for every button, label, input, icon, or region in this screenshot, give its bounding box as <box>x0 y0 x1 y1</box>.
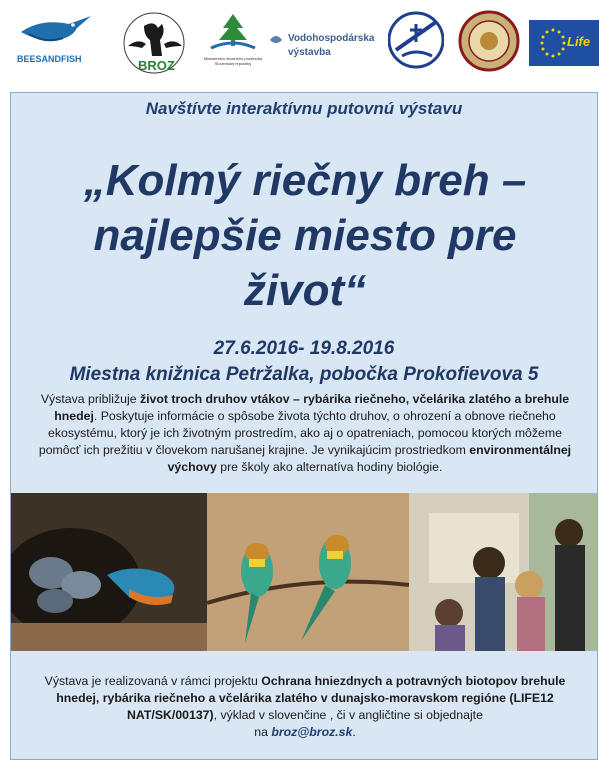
children-exhibition-photo <box>409 493 597 651</box>
footer-text-1: Výstava je realizovaná v rámci projektu <box>44 674 262 688</box>
kingfisher-nest-image <box>11 493 207 651</box>
desc-bold-2: environmentálnej výchovy <box>167 443 572 474</box>
broz-logo <box>108 10 200 74</box>
beesandfish-logo-text: BEESANDFISH <box>17 54 82 64</box>
desc-text-2: . Poskytuje informácie o spôsobe života týchto druhov, o ohrození a obnove riečneho ekosystému, ktorý je ich životným prostredím, ako aj o opatreniach, pomocou ktorých môžeme pomôcť ich prežitiu v človekom narušanej krajine. Je vynikajúcim prostriedkom <box>38 409 562 457</box>
ministry-logo-text: Ministerstvo životného prostredia Slovenskej republiky <box>203 56 263 66</box>
photo-strip <box>11 493 597 651</box>
title-line-1: „Kolmý riečny breh – <box>83 156 527 205</box>
children-at-exhibition-image <box>409 493 597 651</box>
contact-email-link[interactable]: broz@broz.sk <box>271 725 353 739</box>
vodohospodarska-logo <box>266 10 376 74</box>
desc-bold-1: život troch druhov vtákov – rybárika riečneho, včelárika zlatého a brehule hnedej <box>54 392 570 423</box>
life-logo-text: Life <box>567 34 591 49</box>
project-footer <box>31 673 579 741</box>
beesandfish-logo <box>11 10 101 74</box>
ministry-logo <box>203 10 263 74</box>
footer-project-name: Ochrana hniezdnych a potravných biotopov brehule hnedej, rybárika riečneho a včelárika zlatého v dunajsko-moravskom regióne (LIFE12 NAT/SK/00137) <box>56 674 566 722</box>
footer-text-2: , výklad v slovenčine , či v angličtine si objednajte <box>213 708 483 722</box>
title-line-3: život“ <box>243 266 367 315</box>
logo-strip <box>0 0 608 88</box>
kingfisher-photo <box>11 493 207 651</box>
exhibition-title <box>31 153 579 318</box>
university-seal-logo <box>458 10 520 74</box>
tree-icon <box>203 10 263 56</box>
water-drop-icon <box>266 30 286 50</box>
bee-eater-photo <box>207 493 409 651</box>
broz-logo-text: BROZ <box>138 58 175 73</box>
footer-text-4: . <box>352 725 356 739</box>
water-emblem-icon <box>388 10 444 70</box>
desc-text-1: Výstava približuje <box>40 392 140 406</box>
waterworks-institute-logo <box>388 10 444 74</box>
invite-heading: Navštívte interaktívnu putovnú výstavu <box>145 99 463 118</box>
bee-eater-pair-image <box>207 493 409 651</box>
exhibition-venue: Miestna knižnica Petržalka, pobočka Prokofievova 5 <box>69 364 539 385</box>
seal-icon <box>458 10 520 72</box>
title-line-2: najlepšie miesto pre <box>93 211 517 260</box>
footer-text-3: na <box>254 725 272 739</box>
poster-panel <box>10 92 598 760</box>
exhibition-dates: 27.6.2016- 19.8.2016 <box>213 338 395 359</box>
eu-life-logo <box>529 20 599 66</box>
exhibition-description <box>29 391 581 476</box>
desc-text-3: pre školy ako alternatíva hodiny biológie. <box>216 460 443 474</box>
kingfisher-bird-icon <box>11 10 101 74</box>
vodohospodarska-logo-text: Vodohospodárska výstavba <box>288 33 375 58</box>
